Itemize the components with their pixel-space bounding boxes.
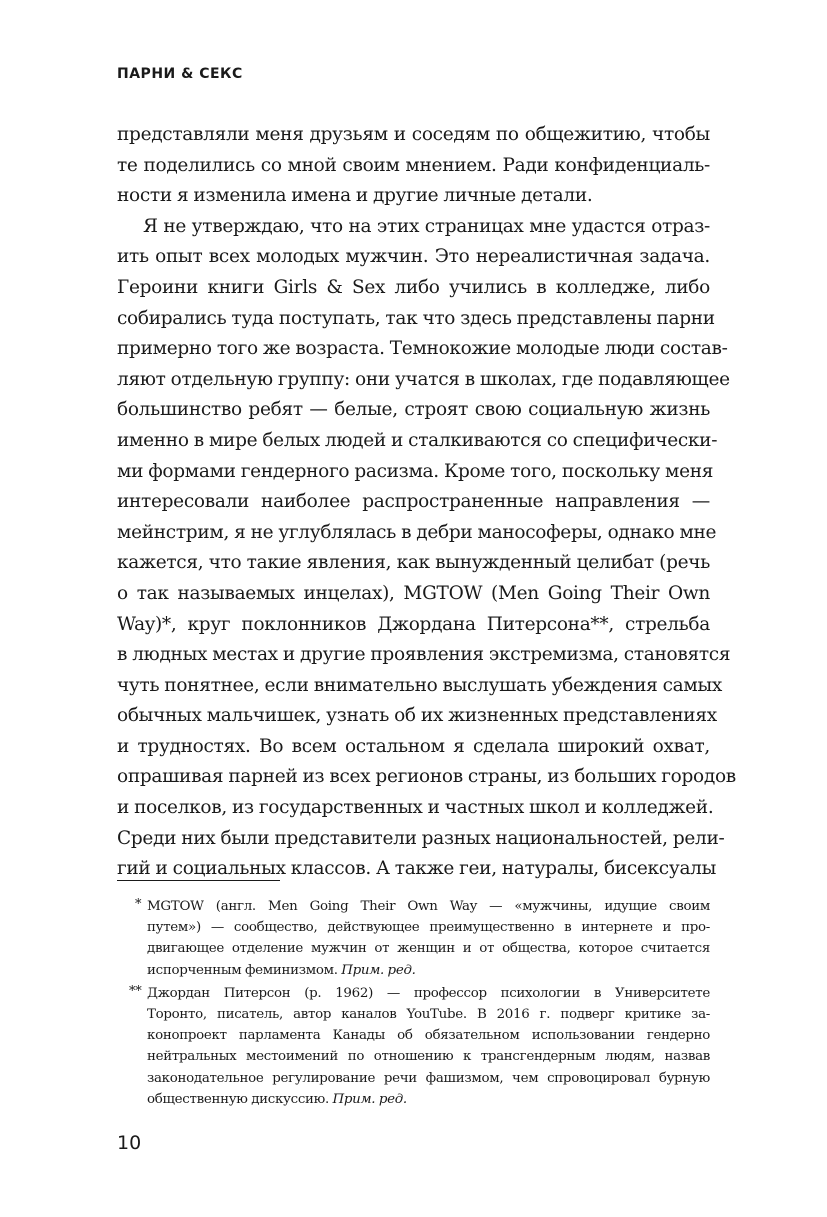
footnote-line — [147, 960, 710, 981]
footnote-line: нейтральных местоимений по отношению к трансгендерным людям, назвав — [147, 1049, 710, 1065]
text-line: о так называемых инцелах), MGTOW (Men Going Their Own — [117, 582, 710, 604]
text-line: кажется, что такие явления, как вынужденный целибат (речь — [117, 552, 710, 574]
text-line: большинство ребят — белые, строят свою социальную жизнь — [117, 399, 710, 421]
editor-note: Прим. ред. — [332, 1091, 407, 1107]
text-line: в людных местах и другие проявления экстремизма, становятся — [117, 644, 731, 666]
text-line: и трудностях. Во всем остальном я сделала широкий охват, — [117, 735, 710, 757]
footnote-line: Торонто, писатель, автор каналов YouTube. В 2016 г. подверг критике за- — [147, 1007, 710, 1023]
text-line: опрашивая парней из всех регионов страны, из больших городов — [117, 766, 736, 788]
text-line: гий и социальных классов. А также геи, натуралы, бисексуалы — [117, 858, 717, 880]
text-line: Way)*, круг поклонников Джордана Питерсона**, стрельба — [117, 613, 710, 635]
footnote-line: законодательное регулирование речи фашизмом, чем спровоцировал бурную — [147, 1070, 710, 1086]
footnote-line: конопроект парламента Канады об обязательном использовании гендерно — [147, 1028, 710, 1044]
footnote-line: двигающее отделение мужчин от женщин и от общества, которое считается — [147, 941, 710, 957]
text-line: чуть понятнее, если внимательно выслушать убеждения самых — [117, 674, 723, 696]
footnote-line: Джордан Питерсон (р. 1962) — профессор психологии в Университете — [147, 985, 710, 1001]
footnote-text: общественную дискуссию. — [147, 1091, 329, 1107]
main-text — [117, 120, 736, 885]
text-line: и поселков, из государственных и частных школ и колледжей. — [117, 797, 714, 819]
text-line: ми формами гендерного расизма. Кроме того, поскольку меня — [117, 460, 714, 482]
footnote-line: MGTOW (англ. Men Going Their Own Way — «мужчины, идущие своим — [147, 899, 710, 914]
text-line: именно в мире белых людей и сталкиваются со специфически- — [117, 429, 718, 451]
footnote-marker: ** — [129, 983, 142, 999]
text-line: ить опыт всех молодых мужчин. Это нереалистичная задача. — [117, 246, 710, 268]
footnote-text: испорченным феминизмом. — [147, 962, 338, 978]
text-line: собирались туда поступать, так что здесь представлены парни — [117, 307, 715, 329]
text-line: ности я изменила имена и другие личные детали. — [117, 185, 593, 207]
text-line: примерно того же возраста. Темнокожие молодые люди состав- — [117, 338, 728, 360]
footnotes — [129, 896, 710, 1110]
footnote-line: путем») — сообщество, действующее преимущественно в интернете и про- — [147, 920, 710, 936]
running-head: ПАРНИ & СЕКС — [117, 66, 243, 82]
text-line: ляют отдельную группу: они учатся в школах, где подавляющее — [117, 368, 730, 390]
text-line: обычных мальчишек, узнать об их жизненных представлениях — [117, 705, 717, 727]
footnote-marker: * — [135, 897, 142, 912]
text-line: мейнстрим, я не углублялась в дебри манософеры, однако мне — [117, 521, 717, 543]
text-line: Героини книги Girls & Sex либо учились в колледже, либо — [117, 276, 710, 298]
text-line: Среди них были представители разных национальностей, рели- — [117, 827, 725, 849]
footnote-line — [147, 1089, 710, 1110]
text-line: те поделились со мной своим мнением. Ради конфиденциаль- — [117, 154, 710, 176]
footnote-mgtow — [135, 896, 710, 981]
footnote-peterson — [129, 983, 710, 1110]
text-line: представляли меня друзьям и соседям по общежитию, чтобы — [117, 124, 710, 145]
footnote-divider — [117, 880, 280, 881]
editor-note: Прим. ред. — [341, 962, 416, 978]
page-number: 10 — [117, 1132, 142, 1154]
text-line: интересовали наиболее распространенные направления — — [117, 491, 710, 513]
text-line: Я не утверждаю, что на этих страницах мне удастся отраз- — [143, 215, 710, 237]
